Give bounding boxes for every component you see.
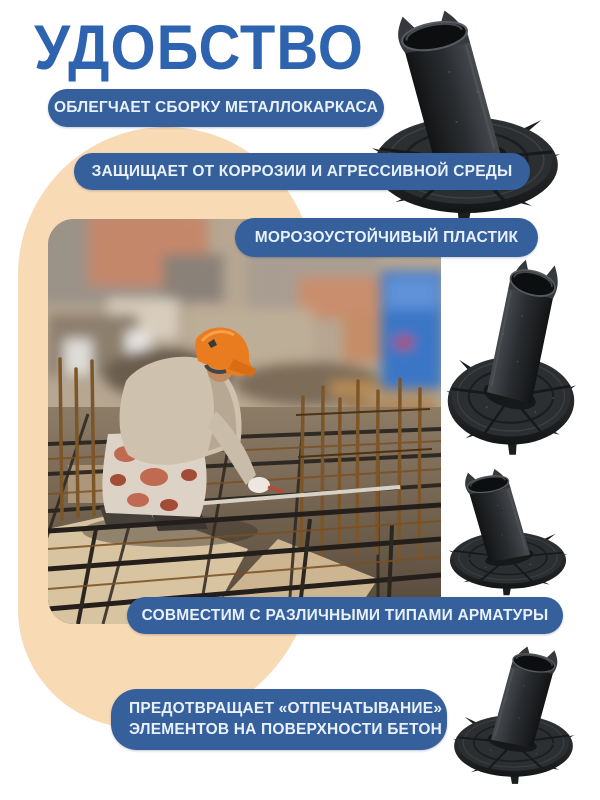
construction-worker-photo bbox=[48, 219, 441, 624]
banner-label: ЗАЩИЩАЕТ ОТ КОРРОЗИИ И АГРЕССИВНОЙ СРЕДЫ bbox=[91, 162, 513, 180]
rebar-spacer-product-photo bbox=[438, 252, 584, 462]
feature-banner-compatibility bbox=[127, 597, 563, 634]
rebar-spacer-product-photo bbox=[445, 641, 582, 789]
banner-label-line-1: ПРЕДОТВРАЩАЕТ «ОТПЕЧАТЫВАНИЕ» bbox=[129, 700, 443, 718]
banner-label-line-2: ЭЛЕМЕНТОВ НА ПОВЕРХНОСТИ БЕТОН bbox=[129, 720, 443, 738]
feature-banner-imprinting bbox=[111, 689, 447, 750]
banner-label: МОРОЗОУСТОЙЧИВЫЙ ПЛАСТИК bbox=[254, 228, 519, 246]
blue-tarp bbox=[381, 271, 441, 389]
rebar-spacer-product-photo bbox=[441, 464, 575, 600]
page-title: УДОБСТВО bbox=[34, 13, 364, 84]
banner-label: СОВМЕСТИМ С РАЗЛИЧНЫМИ ТИПАМИ АРМАТУРЫ bbox=[141, 606, 549, 624]
feature-banner-corrosion bbox=[74, 153, 530, 190]
rebar-spacer-product-photo bbox=[360, 2, 572, 232]
feature-banner-frost-resistant bbox=[235, 218, 538, 257]
banner-label: ОБЛЕГЧАЕТ СБОРКУ МЕТАЛЛОКАРКАСА bbox=[54, 99, 378, 116]
feature-banner-assembly bbox=[48, 89, 384, 127]
